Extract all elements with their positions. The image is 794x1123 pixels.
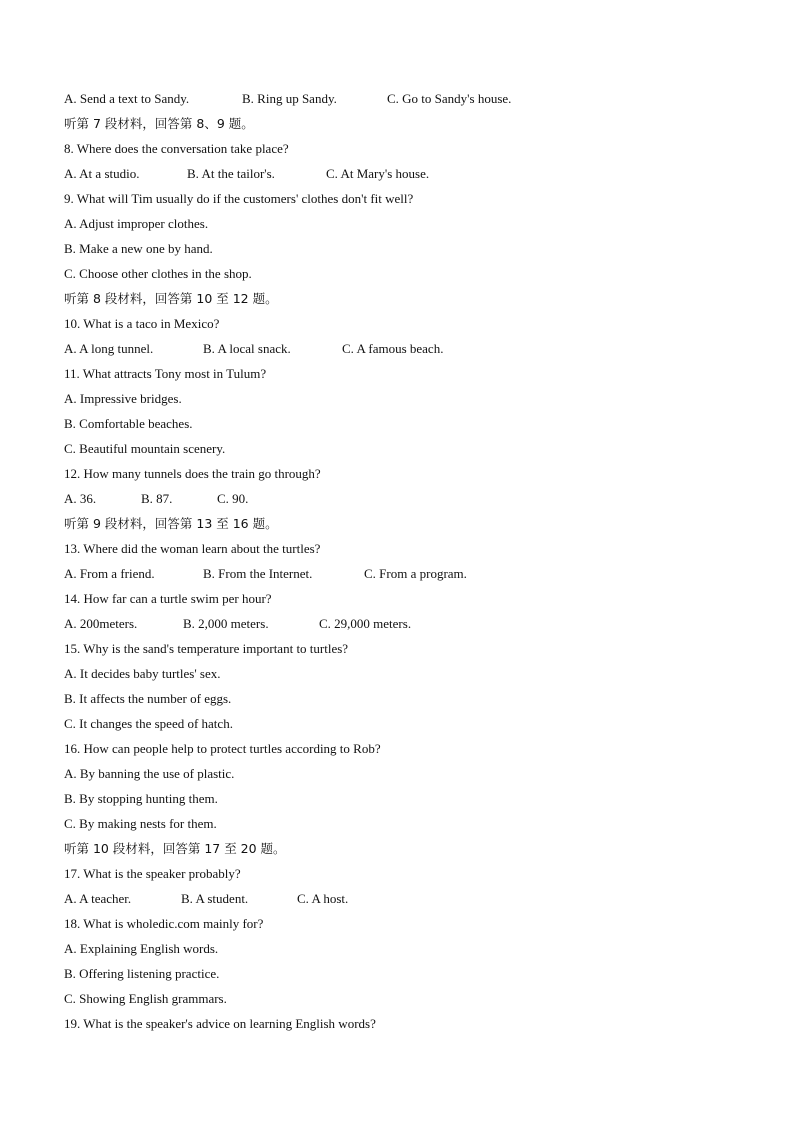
- section-heading: 听第 9 段材料，回答第 13 至 16 题。: [64, 516, 278, 531]
- question-text: 19. What is the speaker's advice on learning English words?: [64, 1016, 376, 1031]
- question-text: 11. What attracts Tony most in Tulum?: [64, 366, 267, 381]
- option-c: C. 90.: [217, 491, 249, 506]
- option-c: C. By making nests for them.: [64, 816, 217, 831]
- option-b: B. Ring up Sandy.: [242, 91, 337, 106]
- option-a: A. Adjust improper clothes.: [64, 216, 209, 231]
- option-c: C. A host.: [297, 891, 349, 906]
- section-heading: 听第 8 段材料，回答第 10 至 12 题。: [64, 291, 278, 306]
- option-b: B. Make a new one by hand.: [64, 241, 213, 256]
- option-a: A. A teacher.: [64, 891, 132, 906]
- option-c: C. It changes the speed of hatch.: [64, 716, 233, 731]
- option-c: C. Showing English grammars.: [64, 991, 227, 1006]
- option-b: B. By stopping hunting them.: [64, 791, 218, 806]
- option-c: C. From a program.: [364, 566, 467, 581]
- option-a: A. It decides baby turtles' sex.: [64, 666, 221, 681]
- option-a: A. By banning the use of plastic.: [64, 766, 235, 781]
- option-row: [64, 490, 764, 515]
- option-a: A. At a studio.: [64, 166, 140, 181]
- section-heading: 听第 7 段材料，回答第 8、9 题。: [64, 116, 254, 131]
- question-text: 14. How far can a turtle swim per hour?: [64, 591, 272, 606]
- option-b: B. A student.: [181, 891, 249, 906]
- option-row: [64, 340, 764, 365]
- option-c: C. Beautiful mountain scenery.: [64, 441, 226, 456]
- option-row: [64, 565, 764, 590]
- section-heading: 听第 10 段材料，回答第 17 至 20 题。: [64, 841, 286, 856]
- option-c: C. A famous beach.: [342, 341, 444, 356]
- question-text: 9. What will Tim usually do if the customers' clothes don't fit well?: [64, 191, 414, 206]
- option-row: [64, 890, 764, 915]
- question-text: 15. Why is the sand's temperature important to turtles?: [64, 641, 349, 656]
- question-text: 17. What is the speaker probably?: [64, 866, 241, 881]
- option-a: A. From a friend.: [64, 566, 155, 581]
- option-c: C. Go to Sandy's house.: [387, 91, 512, 106]
- option-a: A. Send a text to Sandy.: [64, 91, 190, 106]
- question-text: 10. What is a taco in Mexico?: [64, 316, 220, 331]
- option-b: B. It affects the number of eggs.: [64, 691, 232, 706]
- option-b: B. Offering listening practice.: [64, 966, 220, 981]
- question-text: 18. What is wholedic.com mainly for?: [64, 916, 264, 931]
- option-row: [64, 90, 764, 115]
- option-c: C. Choose other clothes in the shop.: [64, 266, 252, 281]
- option-a: A. Impressive bridges.: [64, 391, 182, 406]
- option-row: [64, 615, 764, 640]
- option-b: B. Comfortable beaches.: [64, 416, 193, 431]
- option-b: B. A local snack.: [203, 341, 291, 356]
- option-b: B. 87.: [141, 491, 173, 506]
- option-a: A. A long tunnel.: [64, 341, 154, 356]
- question-text: 12. How many tunnels does the train go through?: [64, 466, 321, 481]
- option-b: B. From the Internet.: [203, 566, 313, 581]
- question-text: 8. Where does the conversation take place?: [64, 141, 289, 156]
- option-c: C. 29,000 meters.: [319, 616, 412, 631]
- exam-page: [64, 90, 764, 1040]
- option-a: A. 200meters.: [64, 616, 138, 631]
- option-a: A. Explaining English words.: [64, 941, 219, 956]
- option-row: [64, 165, 764, 190]
- option-b: B. 2,000 meters.: [183, 616, 269, 631]
- question-text: 16. How can people help to protect turtles according to Rob?: [64, 741, 381, 756]
- option-a: A. 36.: [64, 491, 97, 506]
- question-text: 13. Where did the woman learn about the turtles?: [64, 541, 321, 556]
- option-b: B. At the tailor's.: [187, 166, 275, 181]
- option-c: C. At Mary's house.: [326, 166, 430, 181]
